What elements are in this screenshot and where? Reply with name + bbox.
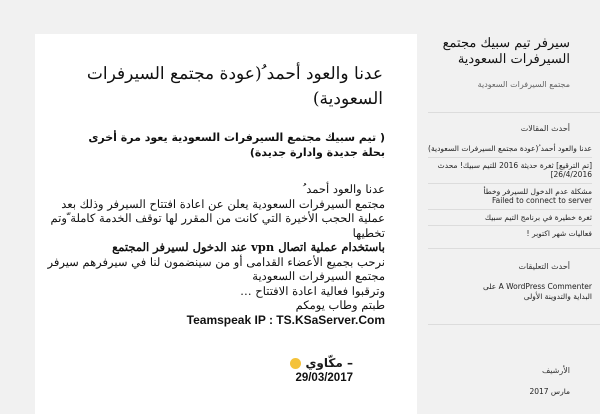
recent-post-item[interactable]: [تم الترقيع] ثغرة حديثة 2016 للتيم سبيك! محدث 26/4/2016] [428,157,592,183]
recent-post-item[interactable]: ثغرة خطيرة في برنامج التيم سبيك [428,209,592,226]
post-paragraph: وترقبوا فعالية اعادة الافتتاح … [240,283,385,298]
recent-comments-title: أحدث التعليقات [518,262,570,271]
post-paragraph: عدنا والعود أحمد ُ [302,182,385,196]
teamspeak-ip: Teamspeak IP : TS.KSaServer.Com [186,312,385,327]
post-body [45,182,385,327]
site-description: مجتمع السيرفرات السعودية [477,80,570,89]
post-paragraph: مجتمع السيرفرات السعودية يعلن عن اعادة افتتاح السيرفر وذلك بعد عملية الحجب الأخيرة التي كانت من المقرر لها توقف الخدمة كاملة ّوتم تخطيها [50,196,385,240]
smiling-face-icon [290,358,301,369]
post-paragraph: باستخدام عملية اتصال vpn عند الدخول لسيرفر المجتمع [112,240,385,254]
author-name: – مكّاوي [305,356,353,370]
recent-post-item[interactable]: مشكلة عدم الدخول للسيرفر وخطأ Failed to connect to server [428,183,592,209]
post-article [35,34,417,414]
site-title[interactable]: سيرفر تيم سبيك مجتمع السيرفرات السعودية [442,36,570,67]
recent-comments-list [428,282,592,302]
recent-posts-title: أحدث المقالات [520,124,570,133]
widget-divider [428,324,600,325]
archives-title: الأرشيف [541,366,570,375]
recent-post-item[interactable]: عدنا والعود أحمد ُ(عودة مجتمع السيرفرات السعودية) [428,144,592,153]
archive-item[interactable]: مارس 2017 [529,387,570,396]
post-title[interactable]: عدنا والعود أحمد ُ(عودة مجتمع السيرفرات السعودية) [86,64,383,109]
post-date: 29/03/2017 [295,372,353,384]
post-paragraph: نرحب بجميع الأعضاء القدامى أو من سينضمون لنا في سيرفرهم سيرفر مجتمع السيرفرات السعودية [47,254,385,283]
sidebar [428,0,600,400]
recent-comment-author[interactable]: A WordPress Commenter على [483,282,592,291]
recent-post-item[interactable]: فعاليات شهر اكتوبر ! [428,225,592,242]
post-author [53,356,353,370]
post-subtitle: ( تيم سبيك مجتمع السيرفرات السعودية يعود مرة أخرى بحلة جديدة وادارة جديدة) [88,131,385,159]
widget-divider [428,112,600,113]
recent-posts-list [428,141,592,242]
widget-divider [428,248,600,249]
recent-comment-post[interactable]: البداية والتدوينة الأولى [523,292,592,301]
post-paragraph: طبتم وطاب يومكم [295,298,385,312]
recent-post-english: Failed to connect to server [492,196,592,205]
